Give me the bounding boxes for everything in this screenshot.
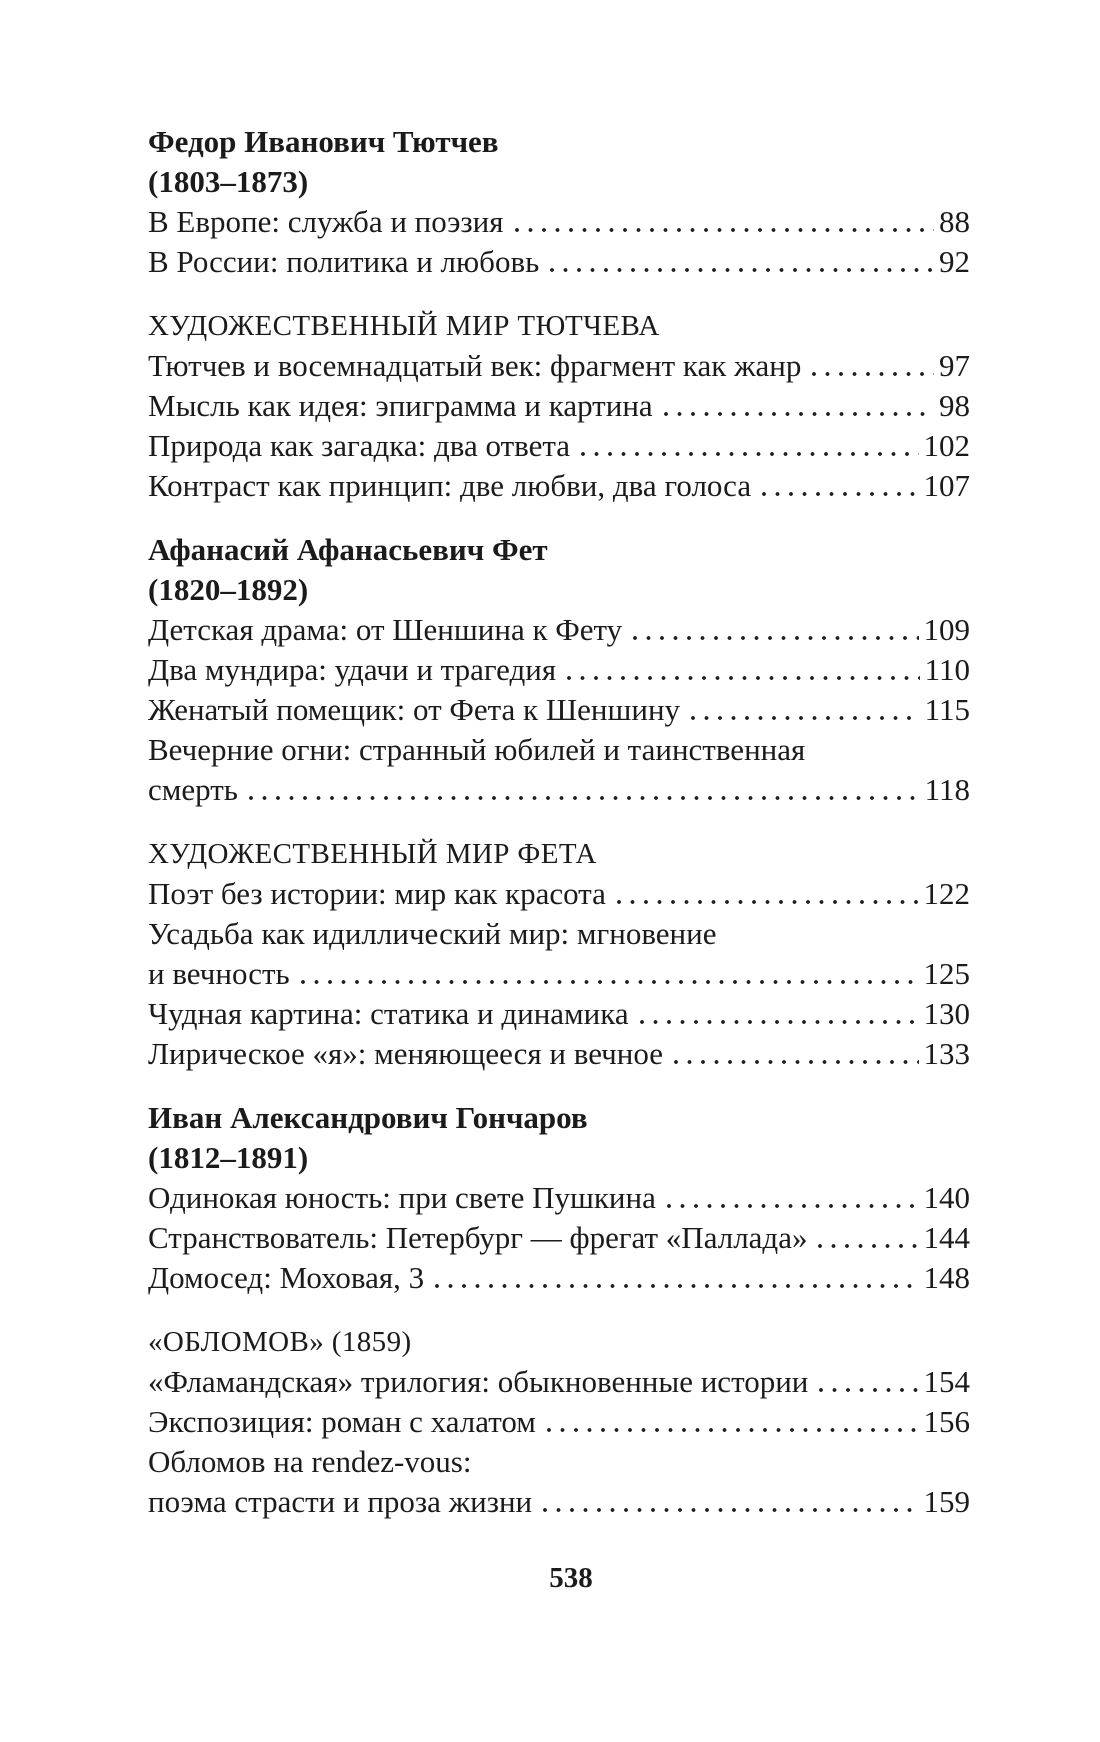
- dot-leader: [580, 426, 918, 466]
- toc-entry-title: Детская драма: от Шеншина к Фету: [148, 612, 623, 647]
- author-heading-line: Иван Александрович Гончаров: [148, 1100, 588, 1135]
- toc-entry-page-number: 144: [923, 1220, 970, 1255]
- dot-leader: [817, 1218, 918, 1258]
- toc-entry-line: [148, 874, 970, 914]
- toc-entry-line: [148, 202, 970, 242]
- toc-entry-line: [148, 730, 970, 770]
- toc-entry-page-number: 88: [939, 204, 970, 239]
- toc-section-chapter: [148, 834, 970, 1074]
- toc-entry-line: [148, 610, 970, 650]
- author-heading-line: Афанасий Афанасьевич Фет: [148, 532, 548, 567]
- toc-entry-title: В России: политика и любовь: [148, 244, 540, 279]
- toc-entry-line: [148, 1442, 970, 1482]
- toc-entry-line: [148, 386, 970, 426]
- author-heading-line: (1820–1892): [148, 572, 309, 607]
- author-heading-line: (1803–1873): [148, 164, 309, 199]
- toc-entry-page-number: 109: [923, 612, 970, 647]
- toc-entry-line: [148, 426, 970, 466]
- toc-entry-line: [148, 1402, 970, 1442]
- dot-leader: [690, 690, 920, 730]
- dot-leader: [639, 994, 919, 1034]
- toc-entry-line: [148, 1034, 970, 1074]
- toc-entry-page-number: 118: [924, 772, 970, 807]
- toc-entry-title: Чудная картина: статика и динамика: [148, 996, 629, 1031]
- toc-entry-title: Женатый помещик: от Фета к Шеншину: [148, 692, 681, 727]
- toc-entry-title: поэма страсти и проза жизни: [148, 1484, 533, 1519]
- toc-entry-page-number: 140: [923, 1180, 970, 1215]
- toc-entry-line: [148, 1482, 970, 1522]
- toc-entry-page-number: 133: [923, 1036, 970, 1071]
- toc-section-chapter: [148, 306, 970, 506]
- toc-entry-page-number: 130: [923, 996, 970, 1031]
- chapter-heading-line: «ОБЛОМОВ» (1859): [148, 1326, 412, 1358]
- toc-entry-title: Контраст как принцип: две любви, два голоса: [148, 468, 752, 503]
- toc: [148, 122, 970, 1522]
- toc-entry-line: [148, 994, 970, 1034]
- toc-entry-title: Вечерние огни: странный юбилей и таинственная: [148, 732, 806, 767]
- dot-leader: [566, 650, 919, 690]
- dot-leader: [514, 202, 934, 242]
- toc-entry-page-number: 154: [923, 1364, 970, 1399]
- toc-entry-page-number: 122: [923, 876, 970, 911]
- toc-entry-line: [148, 466, 970, 506]
- toc-entry-title: В Европе: служба и поэзия: [148, 204, 504, 239]
- toc-entry-page-number: 98: [939, 388, 970, 423]
- dot-leader: [666, 1178, 919, 1218]
- dot-leader: [549, 242, 934, 282]
- toc-entry-line: [148, 954, 970, 994]
- toc-entry-title: Усадьба как идиллический мир: мгновение: [148, 916, 717, 951]
- toc-entry-title: Обломов на rendez-vous:: [148, 1444, 472, 1479]
- dot-leader: [673, 1034, 919, 1074]
- toc-entry-title: Домосед: Моховая, 3: [148, 1260, 425, 1295]
- toc-entry-line: [148, 770, 970, 810]
- toc-entry-line: [148, 1362, 970, 1402]
- toc-entry-title: Экспозиция: роман с халатом: [148, 1404, 536, 1439]
- page-footer: [42, 1558, 1100, 1598]
- toc-entry-line: [148, 914, 970, 954]
- dot-leader: [818, 1362, 918, 1402]
- dot-leader: [248, 770, 920, 810]
- toc-entry-line: [148, 1258, 970, 1298]
- toc-entry-title: Мысль как идея: эпиграмма и картина: [148, 388, 653, 423]
- toc-entry-page-number: 97: [939, 348, 970, 383]
- toc-section-chapter: [148, 1322, 970, 1522]
- toc-entry-page-number: 92: [939, 244, 970, 279]
- toc-entry-title: смерть: [148, 772, 238, 807]
- dot-leader: [761, 466, 918, 506]
- toc-entry-line: [148, 1218, 970, 1258]
- toc-entry-title: Лирическое «я»: меняющееся и вечное: [148, 1036, 663, 1071]
- toc-entry-title: Поэт без истории: мир как красота: [148, 876, 606, 911]
- chapter-heading-line: ХУДОЖЕСТВЕННЫЙ МИР ФЕТА: [148, 838, 597, 870]
- toc-entry-title: Тютчев и восемнадцатый век: фрагмент как жанр: [148, 348, 802, 383]
- toc-entry-line: [148, 690, 970, 730]
- author-heading-line: (1812–1891): [148, 1140, 309, 1175]
- toc-entry-title: и вечность: [148, 956, 290, 991]
- toc-entry-title: Одинокая юность: при свете Пушкина: [148, 1180, 656, 1215]
- toc-entry-page-number: 159: [923, 1484, 970, 1519]
- toc-entry-page-number: 107: [923, 468, 970, 503]
- toc-entry-page-number: 125: [923, 956, 970, 991]
- toc-entry-line: [148, 346, 970, 386]
- toc-entry-title: Два мундира: удачи и трагедия: [148, 652, 557, 687]
- dot-leader: [616, 874, 919, 914]
- dot-leader: [546, 1402, 919, 1442]
- toc-entry-title: «Фламандская» трилогия: обыкновенные истории: [148, 1364, 809, 1399]
- toc-entry-page-number: 115: [924, 692, 970, 727]
- toc-entry-page-number: 102: [923, 428, 970, 463]
- toc-section-author: [148, 122, 970, 282]
- toc-entry-page-number: 156: [923, 1404, 970, 1439]
- dot-leader: [663, 386, 934, 426]
- toc-entry-title: Природа как загадка: два ответа: [148, 428, 571, 463]
- toc-entry-line: [148, 650, 970, 690]
- dot-leader: [811, 346, 934, 386]
- chapter-heading-line: ХУДОЖЕСТВЕННЫЙ МИР ТЮТЧЕВА: [148, 310, 660, 342]
- toc-section-author: [148, 530, 970, 810]
- toc-entry-line: [148, 1178, 970, 1218]
- dot-leader: [434, 1258, 918, 1298]
- toc-entry-page-number: 110: [924, 652, 970, 687]
- author-heading-line: Федор Иванович Тютчев: [148, 124, 499, 159]
- toc-entry-title: Странствователь: Петербург — фрегат «Паллада»: [148, 1220, 808, 1255]
- footer-page-number: 538: [549, 1562, 593, 1594]
- dot-leader: [542, 1482, 918, 1522]
- toc-entry-line: [148, 242, 970, 282]
- dot-leader: [632, 610, 918, 650]
- toc-section-author: [148, 1098, 970, 1298]
- dot-leader: [300, 954, 919, 994]
- toc-entry-page-number: 148: [923, 1260, 970, 1295]
